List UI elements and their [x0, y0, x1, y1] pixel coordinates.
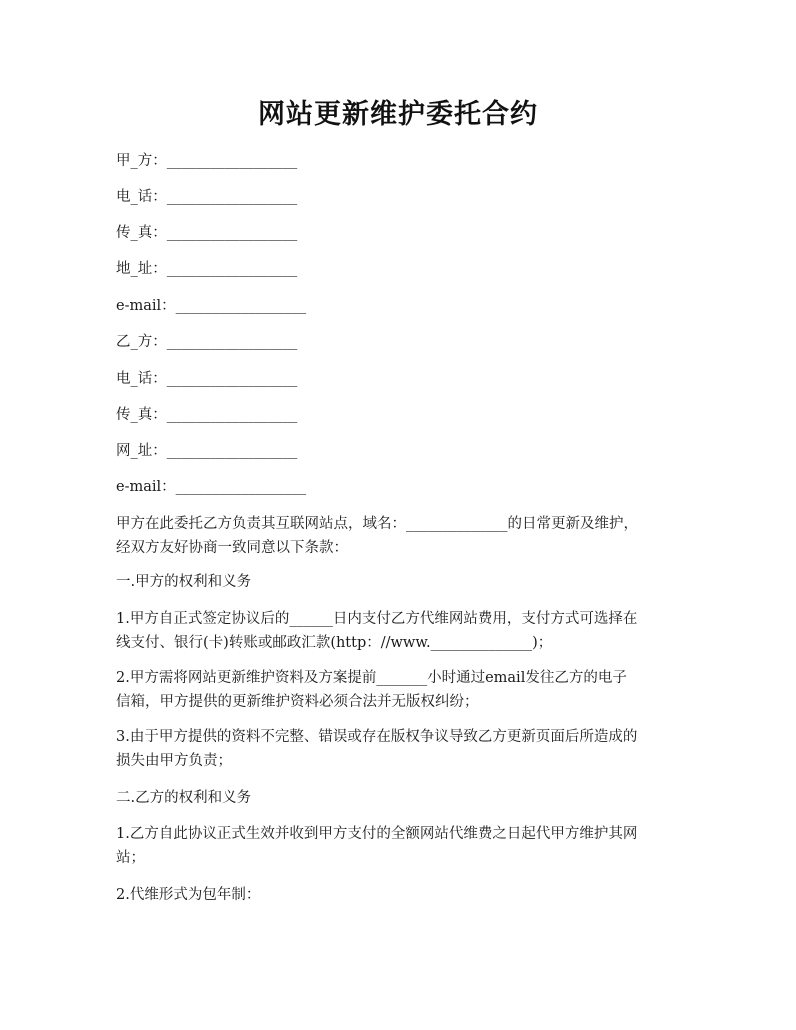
- party-a-fax-field: 传_真：__________________: [116, 225, 298, 241]
- party-b-email-field: e-mail：__________________: [116, 479, 307, 495]
- clause-b1-line-2: 站；: [116, 850, 145, 866]
- party-b-fax-field: 传_真：__________________: [116, 407, 298, 423]
- party-b-phone-field: 电_话：__________________: [116, 371, 298, 387]
- document-title: 网站更新维护委托合约: [258, 99, 538, 130]
- clause-a2-line-2: 信箱，甲方提供的更新维护资料必须合法并无版权纠纷；: [116, 694, 479, 710]
- section-heading-party-b: 二.乙方的权利和义务: [116, 790, 252, 806]
- clause-b2-line-1: 2.代维形式为包年制：: [116, 887, 261, 903]
- intro-paragraph-line-2: 经双方友好协商一致同意以下条款：: [116, 540, 348, 556]
- party-b-website-field: 网_址：__________________: [116, 443, 298, 459]
- clause-a1-line-2: 线支付、银行(卡)转账或邮政汇款(http：//www.______________)；: [116, 635, 553, 651]
- section-heading-party-a: 一.甲方的权利和义务: [116, 574, 252, 590]
- party-a-address-field: 地_址：__________________: [116, 261, 298, 277]
- clause-a3-line-1: 3.由于甲方提供的资料不完整、错误或存在版权争议导致乙方更新页面后所造成的: [116, 729, 638, 745]
- party-a-phone-field: 电_话：__________________: [116, 189, 298, 205]
- clause-a2-line-1: 2.甲方需将网站更新维护资料及方案提前_______小时通过email发往乙方的电子: [116, 670, 627, 686]
- clause-a1-line-1: 1.甲方自正式签定协议后的______日内支付乙方代维网站费用，支付方式可选择在: [116, 611, 638, 627]
- party-a-name-field: 甲_方：__________________: [116, 153, 298, 169]
- clause-b1-line-1: 1.乙方自此协议正式生效并收到甲方支付的全额网站代维费之日起代甲方维护其网: [116, 826, 638, 842]
- party-b-name-field: 乙_方：__________________: [116, 334, 298, 350]
- clause-a3-line-2: 损失由甲方负责；: [116, 753, 232, 769]
- party-a-email-field: e-mail：__________________: [116, 298, 307, 314]
- intro-paragraph-line-1: 甲方在此委托乙方负责其互联网站点，域名：______________的日常更新及维护，: [116, 516, 638, 532]
